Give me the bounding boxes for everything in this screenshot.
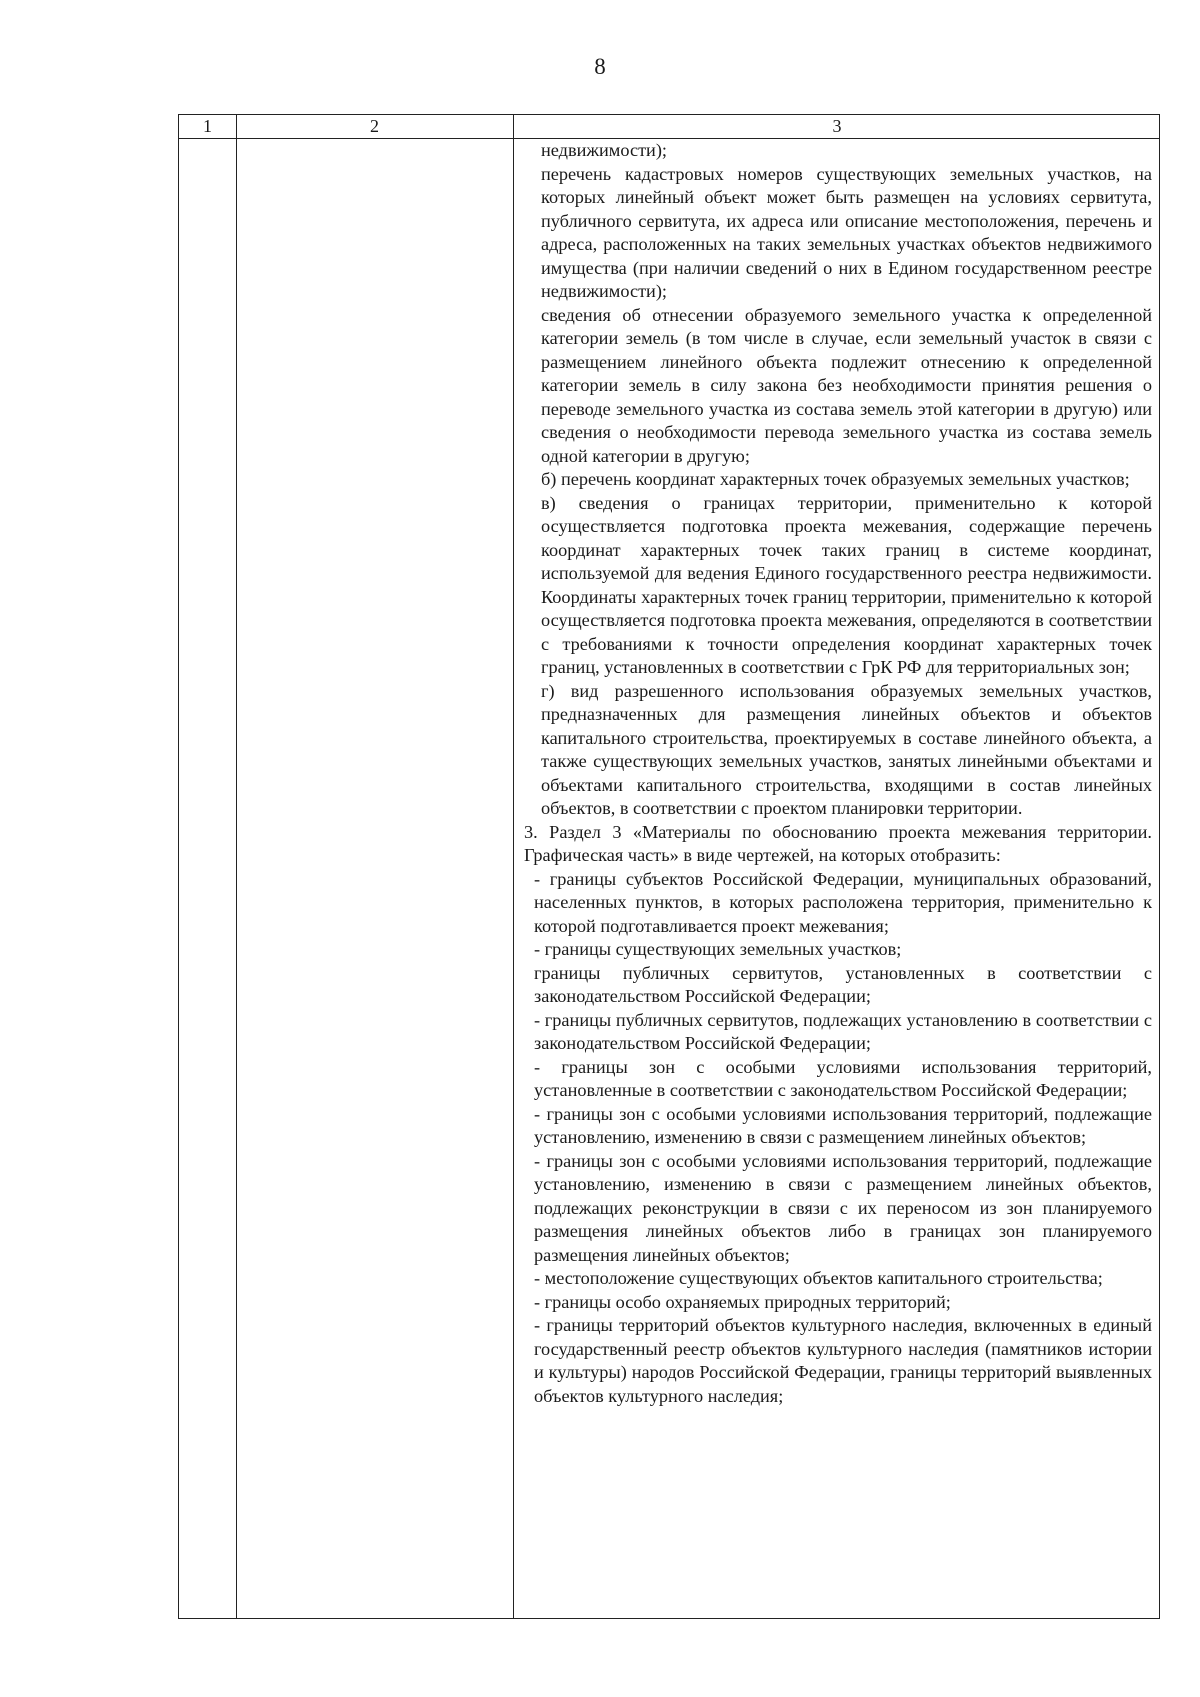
paragraph: г) вид разрешенного использования образуемых земельных участков, предназначенных для размещения линейных объектов и объектов капитального строительства, проектируемых в составе линейного объекта, а также существующих земельных участков, занятых линейными объектами и объектами капитального строительства, входящими в состав линейных объектов, в соответствии с проектом планировки территории.: [541, 680, 1152, 818]
column-divider: [513, 115, 514, 1618]
paragraph: - местоположение существующих объектов капитального строительства;: [534, 1268, 1103, 1288]
column-divider: [236, 115, 237, 1618]
paragraph: - границы особо охраняемых природных территорий;: [534, 1291, 951, 1312]
column-header-1: 1: [203, 116, 212, 136]
paragraph: недвижимости);: [541, 140, 668, 160]
paragraph: перечень кадастровых номеров существующих земельных участков, на которых линейный объект может быть размещен на условиях сервитута, публичного сервитута, их адреса или описание местоположения, перечень и адреса, расположенных на таких земельных участках объектов недвижимого имущества (при наличии сведений о них в Едином государственном реестре недвижимости);: [541, 163, 1152, 301]
column-header-2: 2: [370, 116, 379, 136]
page-number: 8: [594, 54, 606, 79]
paragraph: - границы существующих земельных участков;: [534, 939, 902, 959]
paragraph: - границы зон с особыми условиями использования территорий, подлежащие установлению, изменению в связи с размещением линейных объектов, подлежащих реконструкции в связи с их переносом из зон планируемого размещения линейных объектов либо в границах зон планируемого размещения линейных объектов;: [534, 1150, 1152, 1265]
paragraph: - границы зон с особыми условиями использования территорий, установленные в соответствии с законодательством Российской Федерации;: [534, 1056, 1152, 1100]
paragraph: 3. Раздел 3 «Материалы по обоснованию проекта межевания территории. Графическая часть» в виде чертежей, на которых отобразить:: [524, 821, 1152, 865]
paragraph: - границы территорий объектов культурного наследия, включенных в единый государственный реестр объектов культурного наследия (памятников истории и культуры) народов Российской Федерации, границы территорий выявленных объектов культурного наследия;: [534, 1315, 1152, 1406]
column-header-3: 3: [832, 116, 842, 136]
column-3-content: [524, 139, 1152, 1408]
paragraph: - границы зон с особыми условиями использования территорий, подлежащие установлению, изменению в связи с размещением линейных объектов;: [534, 1103, 1152, 1147]
document-table: [178, 114, 1160, 1619]
paragraph: б) перечень координат характерных точек образуемых земельных участков;: [541, 469, 1130, 489]
paragraph: границы публичных сервитутов, установленных в соответствии с законодательством Российской Федерации;: [534, 962, 1152, 1006]
paragraph: - границы субъектов Российской Федерации, муниципальных образований, населенных пунктов, в которых расположена территория, применительно к которой подготавливается проект межевания;: [534, 868, 1152, 936]
paragraph: в) сведения о границах территории, применительно к которой осуществляется подготовка проекта межевания, содержащие перечень координат характерных точек таких границ в системе координат, используемой для ведения Единого государственного реестра недвижимости. Координаты характерных точек границ территории, применительно к которой осуществляется подготовка проекта межевания, определяются в соответствии с требованиями к точности определения координат характерных точек границ, установленных в соответствии с ГрК РФ для территориальных зон;: [541, 492, 1152, 677]
paragraph: сведения об отнесении образуемого земельного участка к определенной категории земель (в том числе в случае, если земельный участок в связи с размещением линейного объекта подлежит отнесению к определенной категории земель в силу закона без необходимости принятия решения о переводе земельного участка из состава земель этой категории в другую) или сведения о необходимости перевода земельного участка из состава земель одной категории в другую;: [541, 304, 1152, 466]
paragraph: - границы публичных сервитутов, подлежащих установлению в соответствии с законодательством Российской Федерации;: [534, 1009, 1152, 1053]
